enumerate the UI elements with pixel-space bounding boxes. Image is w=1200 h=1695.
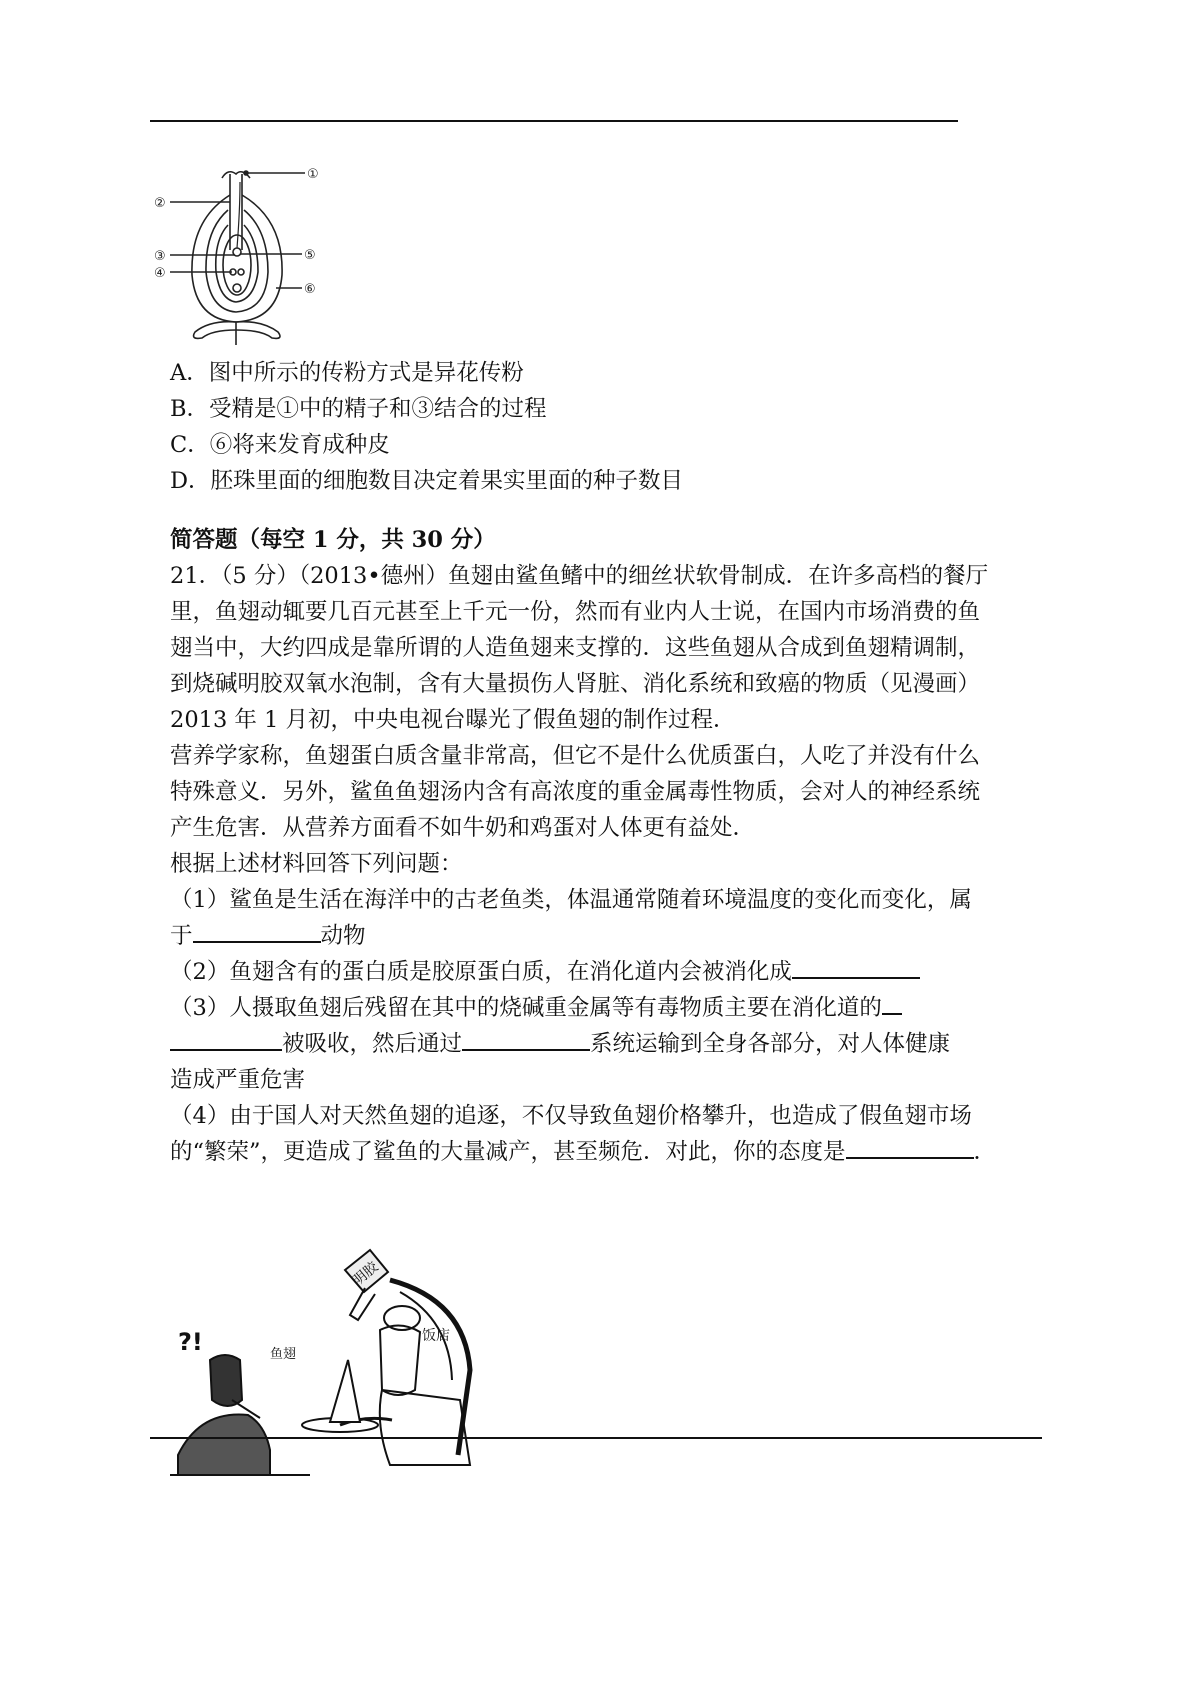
option-b: B．受精是①中的精子和③结合的过程 (170, 396, 547, 422)
sub1-prefix: 于 (170, 923, 193, 949)
diagram-label-2: ② (154, 196, 166, 211)
sub-question-1-blank-line (170, 918, 1050, 954)
sub3-end: 系统运输到全身各部分，对人体健康 (590, 1031, 951, 1057)
diagram-label-6: ⑥ (304, 282, 316, 297)
question-21 (170, 522, 1050, 1170)
answer-blank[interactable] (792, 955, 920, 979)
cartoon-bottle-label: 明胶 (349, 1259, 382, 1290)
cartoon-bowl-label: 鱼翅 (270, 1347, 297, 1362)
answer-options (170, 355, 1050, 499)
passage-line: 里，鱼翅动辄要几百元甚至上千元一份，然而有业内人士说，在国内市场消费的鱼 (170, 599, 981, 625)
cartoon-illustration (170, 1240, 520, 1485)
option-a: A．图中所示的传粉方式是异花传粉 (170, 360, 524, 386)
section-title: 简答题（每空 1 分，共 30 分） (170, 527, 496, 553)
answer-blank[interactable] (846, 1135, 974, 1159)
sub3-mid: 被吸收，然后通过 (282, 1031, 463, 1057)
sub3-text: （3）人摄取鱼翅后残留在其中的烧碱重金属等有毒物质主要在消化道的 (170, 995, 882, 1021)
sub-question-4: （4）由于国人对天然鱼翅的追逐，不仅导致鱼翅价格攀升，也造成了假鱼翅市场 (170, 1103, 972, 1129)
passage-line: 21．（5 分）（2013•德州）鱼翅由鲨鱼鳍中的细丝状软骨制成．在许多高档的餐厅 (170, 563, 989, 589)
passage-line: 营养学家称，鱼翅蛋白质含量非常高，但它不是什么优质蛋白，人吃了并没有什么 (170, 743, 981, 769)
passage-line: 特殊意义．另外，鲨鱼鱼翅汤内含有高浓度的重金属毒性物质，会对人的神经系统 (170, 779, 981, 805)
answer-blank[interactable] (193, 919, 321, 943)
diagram-label-1: ① (307, 167, 319, 182)
passage-line: 产生危害．从营养方面看不如牛奶和鸡蛋对人体更有益处． (170, 815, 756, 841)
passage-line: 到烧碱明胶双氧水泡制，含有大量损伤人肾脏、消化系统和致癌的物质（见漫画） (170, 671, 981, 697)
flower-pistil-diagram (150, 160, 330, 350)
diagram-label-5: ⑤ (304, 248, 316, 263)
passage-line: 2013 年 1 月初，中央电视台曝光了假鱼翅的制作过程． (170, 707, 736, 733)
sub4-text: 的“繁荣”，更造成了鲨鱼的大量减产，甚至频危．对此，你的态度是 (170, 1139, 846, 1165)
sub-question-3-end: 造成严重危害 (170, 1067, 306, 1093)
sub-question-3 (170, 990, 1050, 1026)
sub-question-3-cont (170, 1026, 1050, 1062)
footer-rule (150, 1437, 1042, 1439)
sub1-suffix: 动物 (320, 923, 366, 949)
cartoon-chef-label: 饭店 (422, 1328, 450, 1344)
sub4-period: ． (973, 1139, 997, 1165)
answer-blank[interactable] (882, 991, 902, 1015)
answer-blank[interactable] (462, 1027, 590, 1051)
option-d: D．胚珠里面的细胞数目决定着果实里面的种子数目 (170, 468, 684, 494)
header-rule (150, 120, 958, 122)
sub2-text: （2）鱼翅含有的蛋白质是胶原蛋白质，在消化道内会被消化成 (170, 959, 792, 985)
sub-question-4-cont (170, 1134, 1050, 1170)
sub-question-1: （1）鲨鱼是生活在海洋中的古老鱼类，体温通常随着环境温度的变化而变化，属 (170, 887, 972, 913)
diagram-label-3: ③ (154, 249, 166, 264)
answer-blank[interactable] (170, 1027, 282, 1051)
diagram-label-4: ④ (154, 266, 166, 281)
sub-question-2 (170, 954, 1050, 990)
passage-line: 翅当中，大约四成是靠所谓的人造鱼翅来支撑的．这些鱼翅从合成到鱼翅精调制， (170, 635, 981, 661)
cartoon-exclaim: ?! (178, 1328, 203, 1356)
option-c: C．⑥将来发育成种皮 (170, 432, 390, 458)
passage-line: 根据上述材料回答下列问题： (170, 851, 463, 877)
